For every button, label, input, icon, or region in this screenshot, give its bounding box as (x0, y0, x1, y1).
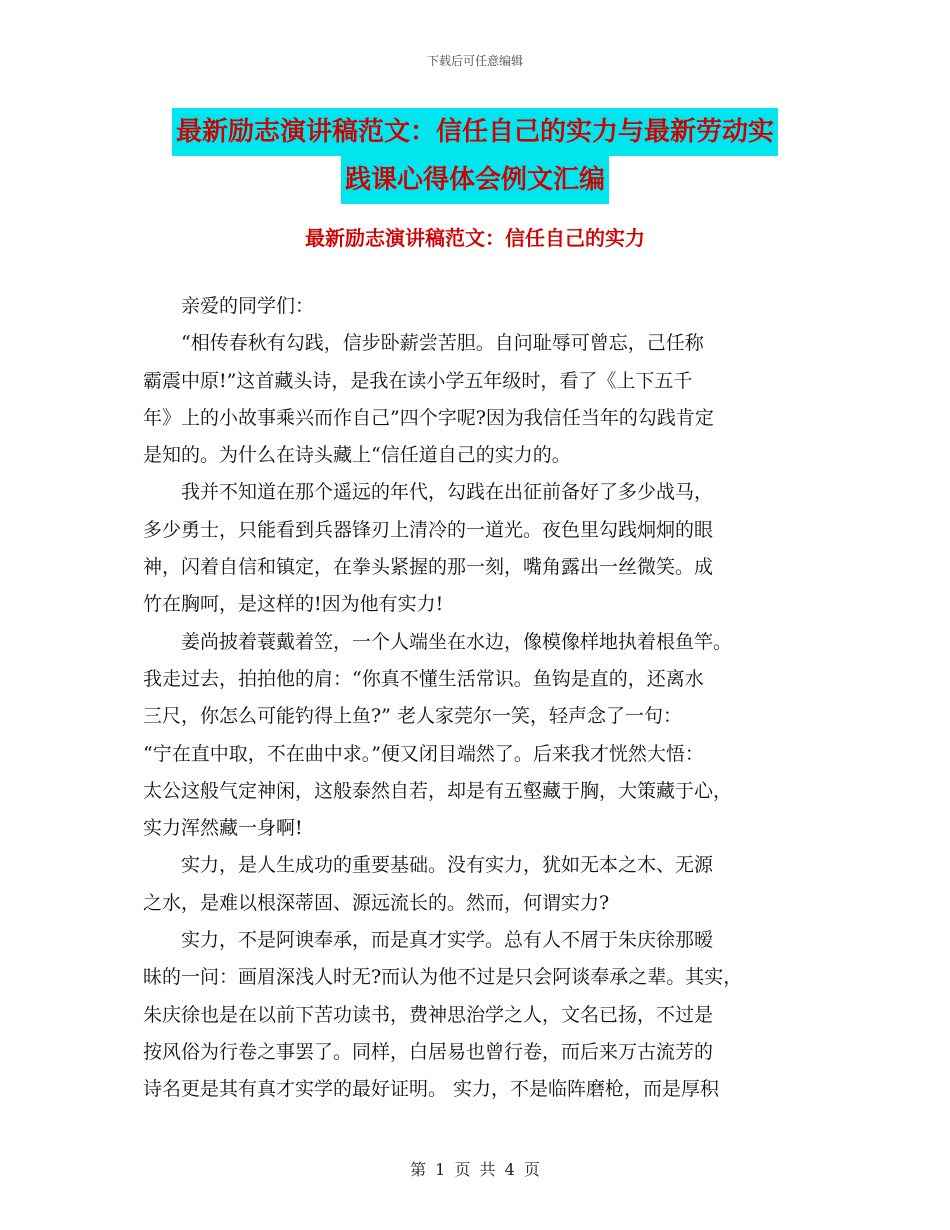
document-title-line-2: 践课心得体会例文汇编 (341, 156, 609, 204)
body-line: 之水，是难以根深蒂固、源远流长的。然而，何谓实力? (143, 891, 610, 914)
body-line: 朱庆徐也是在以前下苦功读书，费神思治学之人，文名已扬，不过是 (143, 1003, 714, 1026)
body-line: 姜尚披着蓑戴着笠，一个人端坐在水边，像模像样地执着根鱼竿。 (143, 630, 733, 653)
body-line: “宁在直中取，不在曲中求。”便又闭目端然了。后来我才恍然大悟： (143, 742, 704, 765)
body-line: 霸震中原!”这首藏头诗，是我在读小学五年级时，看了《上下五千 (143, 369, 693, 392)
page-number: 第 1 页 共 4 页 (410, 1160, 540, 1179)
body-line: 按风俗为行卷之事罢了。同样，白居易也曾行卷，而后来万古流芳的 (143, 1040, 714, 1063)
section-title: 最新励志演讲稿范文：信任自己的实力 (305, 226, 645, 250)
body-line: 太公这般气定神闲，这般泰然自若，却是有五壑藏于胸，大策藏于心， (143, 779, 733, 802)
body-line: 多少勇士，只能看到兵器锋刃上清冷的一道光。夜色里勾践炯炯的眼 (143, 518, 714, 541)
body-line: 年》上的小故事乘兴而作自己”四个字呢?因为我信任当年的勾践肯定 (143, 406, 714, 429)
header-note: 下载后可任意编辑 (426, 54, 523, 68)
body-line: 昧的一问：画眉深浅人时无?而认为他不过是只会阿谈奉承之辈。其实， (143, 966, 743, 989)
body-line: 实力，是人生成功的重要基础。没有实力，犹如无本之木、无源 (143, 854, 714, 877)
body-text (143, 288, 815, 1109)
body-line: 我并不知道在那个遥远的年代，勾践在出征前备好了多少战马， (143, 481, 714, 504)
body-line: 神，闪着自信和镇定，在拳头紧握的那一刻，嘴角露出一丝微笑。成 (143, 556, 714, 579)
body-line: 实力浑然藏一身啊! (143, 817, 303, 840)
body-line: 三尺，你怎么可能钓得上鱼?” 老人家莞尔一笑，轻声念了一句： (143, 705, 682, 728)
document-title-line-1: 最新励志演讲稿范文：信任自己的实力与最新劳动实 (172, 108, 778, 156)
body-line: 我走过去，拍拍他的肩：“你真不懂生活常识。鱼钩是直的，还离水 (143, 667, 704, 690)
body-line: “相传春秋有勾践，信步卧薪尝苦胆。自问耻辱可曾忘，己任称 (143, 332, 704, 355)
body-line: 实力，不是阿谀奉承，而是真才实学。总有人不屑于朱庆徐那暧 (143, 929, 714, 952)
body-line: 亲爱的同学们： (143, 295, 315, 317)
body-line: 竹在胸呵，是这样的!因为他有实力! (143, 593, 444, 616)
body-line: 是知的。为什么在诗头藏上“信任道自己的实力的。 (143, 444, 571, 467)
body-line: 诗名更是其有真才实学的最好证明。 实力，不是临阵磨枪，而是厚积 (143, 1078, 720, 1101)
document-title (0, 108, 950, 204)
